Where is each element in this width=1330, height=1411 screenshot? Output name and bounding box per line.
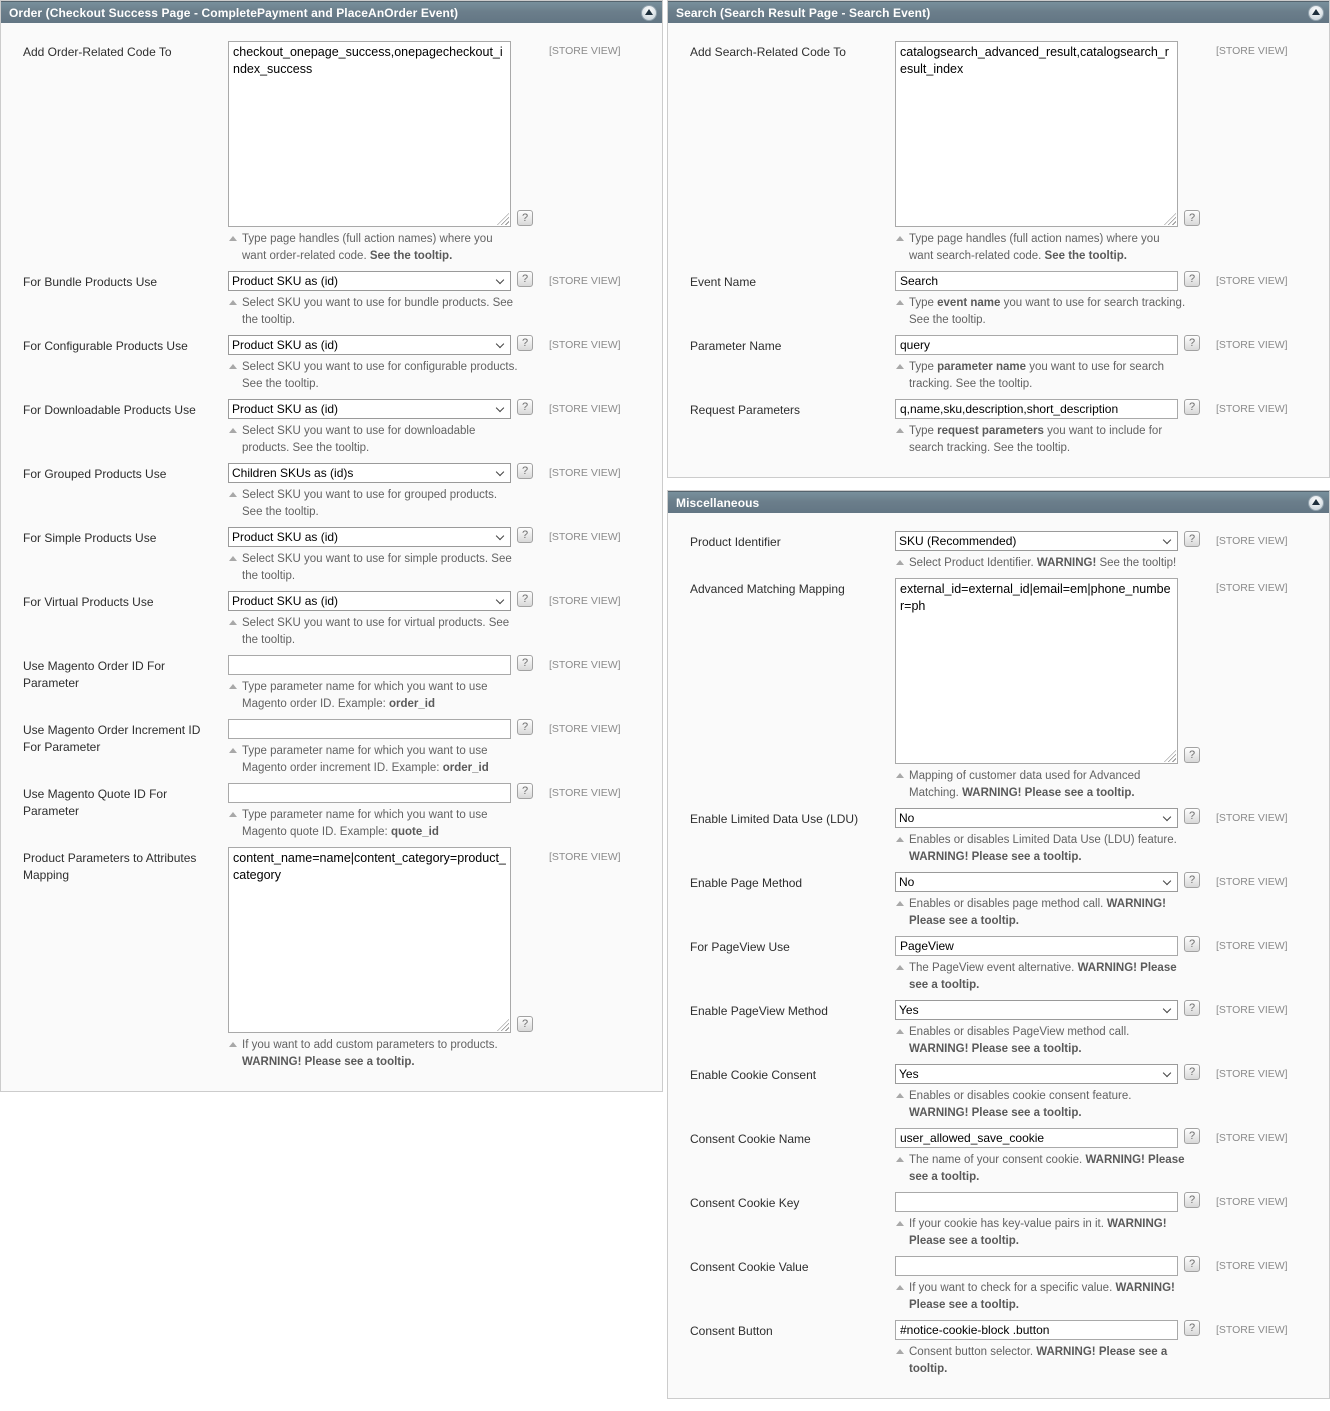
field-wrap [895,808,1178,828]
field-note: Enables or disables cookie consent feature. WARNING! Please see a tooltip. [895,1088,1187,1122]
textarea-field[interactable] [228,41,511,227]
note-triangle-icon [229,556,237,561]
help-button[interactable]: ? [1184,1256,1200,1272]
field-label: Enable Cookie Consent [690,1068,817,1082]
help-button[interactable]: ? [1184,1320,1200,1336]
help-button[interactable]: ? [1184,808,1200,824]
field-control [228,271,533,291]
note-triangle-icon [896,1221,904,1226]
textarea-field[interactable] [895,41,1178,227]
panel-search-header[interactable] [668,1,1329,23]
text-input[interactable] [228,719,511,739]
field-row [23,591,644,649]
field-row [690,531,1311,572]
field-row [23,527,644,585]
field-control [895,41,1200,227]
note-triangle-icon [896,837,904,842]
select-field[interactable] [228,527,511,547]
field-wrap [895,1064,1178,1084]
field-label: Parameter Name [690,339,782,353]
field-main [895,399,1200,457]
field-control [895,578,1200,764]
note-triangle-icon [896,560,904,565]
store-view-scope: [STORE VIEW] [1216,1004,1288,1016]
field-control [228,847,533,1033]
field-row [23,271,644,329]
field-wrap [228,527,511,547]
field-row [23,399,644,457]
field-row [23,463,644,521]
field-main [895,531,1200,572]
panel-order-header[interactable] [1,1,662,23]
store-view-scope: [STORE VIEW] [1216,339,1288,351]
note-triangle-icon [896,1285,904,1290]
store-view-scope: [STORE VIEW] [1216,535,1288,547]
field-wrap [228,783,511,803]
note-triangle-icon [229,812,237,817]
panel-title: Miscellaneous [676,495,760,510]
textarea-field[interactable] [895,578,1178,764]
field-note: Select Product Identifier. WARNING! See the tooltip! [895,555,1187,572]
field-row [690,399,1311,457]
field-row [690,41,1311,265]
collapse-arrow-icon [1312,9,1320,15]
note-triangle-icon [896,428,904,433]
field-main [228,591,533,649]
field-main [895,872,1200,930]
help-button[interactable]: ? [1184,1000,1200,1016]
field-control [895,1064,1200,1084]
field-note: If you want to check for a specific value. WARNING! Please see a tooltip. [895,1280,1187,1314]
field-label: Add Search-Related Code To [690,45,846,59]
field-main [228,527,533,585]
note-triangle-icon [229,620,237,625]
field-label: Use Magento Order ID For Parameter [23,659,166,690]
store-view-scope: [STORE VIEW] [549,723,621,735]
store-view-scope: [STORE VIEW] [1216,582,1288,594]
field-label: Consent Cookie Key [690,1196,800,1210]
field-wrap [895,936,1178,956]
note-triangle-icon [896,1349,904,1354]
select-field[interactable] [895,808,1178,828]
field-label: Advanced Matching Mapping [690,582,845,596]
field-note: Enables or disables page method call. WARNING! Please see a tooltip. [895,896,1187,930]
note-triangle-icon [229,684,237,689]
field-wrap [895,41,1178,227]
field-note: Type parameter name you want to use for search tracking. See the tooltip. [895,359,1187,393]
field-wrap [228,399,511,419]
field-main [895,335,1200,393]
field-wrap [895,578,1178,764]
field-main [228,335,533,393]
help-button[interactable]: ? [1184,936,1200,952]
note-triangle-icon [896,236,904,241]
store-view-scope: [STORE VIEW] [1216,1132,1288,1144]
field-label: Event Name [690,275,757,289]
field-label: Product Identifier [690,535,781,549]
field-note: Type request parameters you want to include for search tracking. See the tooltip. [895,423,1187,457]
store-view-scope: [STORE VIEW] [1216,45,1288,57]
field-control [895,1320,1200,1340]
field-control [228,399,533,419]
text-input[interactable] [895,1128,1178,1148]
field-label: Request Parameters [690,403,801,417]
panel-order [0,0,663,1092]
field-main [228,463,533,521]
note-triangle-icon [896,1157,904,1162]
field-label: For Bundle Products Use [23,275,158,289]
field-note: Select SKU you want to use for bundle products. See the tooltip. [228,295,520,329]
field-control [895,1000,1200,1020]
field-wrap [228,463,511,483]
field-label: For Configurable Products Use [23,339,188,353]
field-note: Consent button selector. WARNING! Please see a tooltip. [895,1344,1187,1378]
store-view-scope: [STORE VIEW] [549,467,621,479]
field-control [228,41,533,227]
field-control [895,399,1200,419]
text-input[interactable] [895,271,1178,291]
field-label: Use Magento Quote ID For Parameter [23,787,168,818]
field-label: Consent Cookie Value [690,1260,809,1274]
field-wrap [228,271,511,291]
help-button[interactable]: ? [1184,335,1200,351]
field-row [690,1256,1311,1314]
collapse-button[interactable] [1308,5,1324,21]
store-view-scope: [STORE VIEW] [549,339,621,351]
field-main [895,578,1200,802]
field-wrap [895,1128,1178,1148]
field-label: For Downloadable Products Use [23,403,196,417]
field-main [895,1192,1200,1250]
field-control [895,271,1200,291]
help-button[interactable]: ? [517,591,533,607]
store-view-scope: [STORE VIEW] [549,659,621,671]
field-wrap [895,531,1178,551]
field-main [895,1256,1200,1314]
select-field[interactable] [228,591,511,611]
note-triangle-icon [896,965,904,970]
field-note: Type parameter name for which you want to use Magento order ID. Example: order_id [228,679,520,713]
store-view-scope: [STORE VIEW] [549,851,621,863]
field-note: Select SKU you want to use for simple products. See the tooltip. [228,551,520,585]
store-view-scope: [STORE VIEW] [1216,1068,1288,1080]
note-triangle-icon [229,300,237,305]
note-triangle-icon [229,364,237,369]
field-control [895,1128,1200,1148]
field-note: Select SKU you want to use for virtual products. See the tooltip. [228,615,520,649]
select-field[interactable] [228,271,511,291]
field-row [690,872,1311,930]
help-button[interactable]: ? [517,527,533,543]
textarea-field[interactable] [228,847,511,1033]
field-note: Type event name you want to use for search tracking. See the tooltip. [895,295,1187,329]
store-view-scope: [STORE VIEW] [1216,403,1288,415]
note-triangle-icon [896,901,904,906]
field-label: For PageView Use [690,940,790,954]
help-button[interactable]: ? [517,463,533,479]
field-row [690,1000,1311,1058]
field-row [23,335,644,393]
field-main [895,1320,1200,1378]
panel-title: Order (Checkout Success Page - CompletePayment and PlaceAnOrder Event) [9,5,459,20]
panel-search-body [668,23,1329,477]
store-view-scope: [STORE VIEW] [1216,940,1288,952]
note-triangle-icon [229,236,237,241]
help-button[interactable]: ? [1184,210,1200,226]
field-main [895,1128,1200,1186]
field-label: For Grouped Products Use [23,467,167,481]
field-row [690,1064,1311,1122]
store-view-scope: [STORE VIEW] [549,45,621,57]
field-wrap [895,399,1178,419]
field-wrap [895,1256,1178,1276]
field-row [690,271,1311,329]
help-button[interactable]: ? [517,1016,533,1032]
field-wrap [228,655,511,675]
help-button[interactable]: ? [517,210,533,226]
help-button[interactable]: ? [517,783,533,799]
field-row [690,1128,1311,1186]
field-note: The PageView event alternative. WARNING! Please see a tooltip. [895,960,1187,994]
store-view-scope: [STORE VIEW] [1216,275,1288,287]
field-control [895,335,1200,355]
field-wrap [895,335,1178,355]
field-main [228,655,533,713]
select-field[interactable] [228,399,511,419]
select-field[interactable] [228,335,511,355]
field-control [228,335,533,355]
field-control [228,463,533,483]
field-wrap [895,1000,1178,1020]
field-row [23,655,644,713]
text-input[interactable] [895,1320,1178,1340]
note-triangle-icon [896,1093,904,1098]
note-triangle-icon [896,773,904,778]
field-note: If you want to add custom parameters to products. WARNING! Please see a tooltip. [228,1037,520,1071]
field-wrap [895,872,1178,892]
text-input[interactable] [895,936,1178,956]
field-row [690,1192,1311,1250]
field-row [23,847,644,1071]
field-note: Type parameter name for which you want to use Magento order increment ID. Example: order_id [228,743,520,777]
help-button[interactable]: ? [1184,271,1200,287]
right-column [667,0,1330,1399]
field-control [228,527,533,547]
panel-order-body [1,23,662,1091]
field-wrap [895,271,1178,291]
field-label: Enable Limited Data Use (LDU) [690,812,859,826]
field-label: Use Magento Order Increment ID For Parameter [23,723,201,754]
field-row [690,335,1311,393]
field-main [228,399,533,457]
help-button[interactable]: ? [517,271,533,287]
field-row [23,783,644,841]
field-control [228,655,533,675]
field-main [228,41,533,265]
field-label: For Simple Products Use [23,531,157,545]
field-label: For Virtual Products Use [23,595,154,609]
field-row [690,578,1311,802]
help-button[interactable]: ? [1184,747,1200,763]
collapse-arrow-icon [645,9,653,15]
field-control [228,783,533,803]
store-view-scope: [STORE VIEW] [1216,1324,1288,1336]
field-control [895,808,1200,828]
field-note: Type page handles (full action names) where you want order-related code. See the tooltip. [228,231,520,265]
field-main [895,808,1200,866]
field-note: Select SKU you want to use for downloadable products. See the tooltip. [228,423,520,457]
field-note: Type page handles (full action names) where you want search-related code. See the tooltip. [895,231,1187,265]
store-view-scope: [STORE VIEW] [1216,1260,1288,1272]
store-view-scope: [STORE VIEW] [549,531,621,543]
field-row [690,1320,1311,1378]
field-control [895,936,1200,956]
collapse-button[interactable] [641,5,657,21]
field-main [895,271,1200,329]
select-field[interactable] [895,531,1178,551]
field-row [690,808,1311,866]
note-triangle-icon [229,492,237,497]
field-main [895,936,1200,994]
text-input[interactable] [228,655,511,675]
field-note: Select SKU you want to use for configurable products. See the tooltip. [228,359,520,393]
select-field[interactable] [895,1064,1178,1084]
field-row [690,936,1311,994]
collapse-arrow-icon [1312,499,1320,505]
note-triangle-icon [229,748,237,753]
field-note: Type parameter name for which you want to use Magento quote ID. Example: quote_id [228,807,520,841]
help-button[interactable]: ? [517,335,533,351]
field-row [23,719,644,777]
field-label: Consent Button [690,1324,773,1338]
text-input[interactable] [895,399,1178,419]
help-button[interactable]: ? [517,399,533,415]
field-row [23,41,644,265]
field-wrap [228,719,511,739]
field-main [895,1000,1200,1058]
field-main [895,41,1200,265]
store-view-scope: [STORE VIEW] [549,275,621,287]
field-note: Enables or disables Limited Data Use (LDU) feature. WARNING! Please see a tooltip. [895,832,1187,866]
store-view-scope: [STORE VIEW] [549,403,621,415]
field-note: If your cookie has key-value pairs in it. WARNING! Please see a tooltip. [895,1216,1187,1250]
store-view-scope: [STORE VIEW] [549,787,621,799]
text-input[interactable] [895,335,1178,355]
select-field[interactable] [895,1000,1178,1020]
note-triangle-icon [896,300,904,305]
panel-miscellaneous-header[interactable] [668,491,1329,513]
field-main [895,1064,1200,1122]
note-triangle-icon [896,364,904,369]
panel-miscellaneous [667,490,1330,1399]
field-note: Enables or disables PageView method call. WARNING! Please see a tooltip. [895,1024,1187,1058]
field-note: Select SKU you want to use for grouped products. See the tooltip. [228,487,520,521]
field-control [228,719,533,739]
help-button[interactable]: ? [1184,872,1200,888]
panel-miscellaneous-body [668,513,1329,1398]
field-main [228,847,533,1071]
field-control [895,1256,1200,1276]
store-view-scope: [STORE VIEW] [549,595,621,607]
help-button[interactable]: ? [1184,1192,1200,1208]
help-button[interactable]: ? [517,719,533,735]
field-control [895,1192,1200,1212]
field-control [895,872,1200,892]
field-note: Mapping of customer data used for Advanced Matching. WARNING! Please see a tooltip. [895,768,1187,802]
store-view-scope: [STORE VIEW] [1216,812,1288,824]
text-input[interactable] [895,1256,1178,1276]
field-label: Product Parameters to Attributes Mapping [23,851,197,882]
field-wrap [228,41,511,227]
text-input[interactable] [228,783,511,803]
field-control [228,591,533,611]
store-view-scope: [STORE VIEW] [1216,1196,1288,1208]
field-main [228,719,533,777]
field-label: Enable PageView Method [690,1004,828,1018]
field-wrap [228,847,511,1033]
help-button[interactable]: ? [1184,1128,1200,1144]
help-button[interactable]: ? [1184,531,1200,547]
collapse-button[interactable] [1308,495,1324,511]
help-button[interactable]: ? [1184,1064,1200,1080]
select-field[interactable] [228,463,511,483]
help-button[interactable]: ? [1184,399,1200,415]
text-input[interactable] [895,1192,1178,1212]
left-column [0,0,663,1092]
note-triangle-icon [896,1029,904,1034]
field-main [228,271,533,329]
store-view-scope: [STORE VIEW] [1216,876,1288,888]
field-wrap [895,1192,1178,1212]
field-wrap [228,591,511,611]
help-button[interactable]: ? [517,655,533,671]
panel-title: Search (Search Result Page - Search Event) [676,5,931,20]
field-control [895,531,1200,551]
field-label: Consent Cookie Name [690,1132,811,1146]
note-triangle-icon [229,1042,237,1047]
field-main [228,783,533,841]
field-label: Add Order-Related Code To [23,45,172,59]
panel-search [667,0,1330,478]
field-label: Enable Page Method [690,876,803,890]
field-wrap [895,1320,1178,1340]
note-triangle-icon [229,428,237,433]
field-note: The name of your consent cookie. WARNING! Please see a tooltip. [895,1152,1187,1186]
select-field[interactable] [895,872,1178,892]
field-wrap [228,335,511,355]
